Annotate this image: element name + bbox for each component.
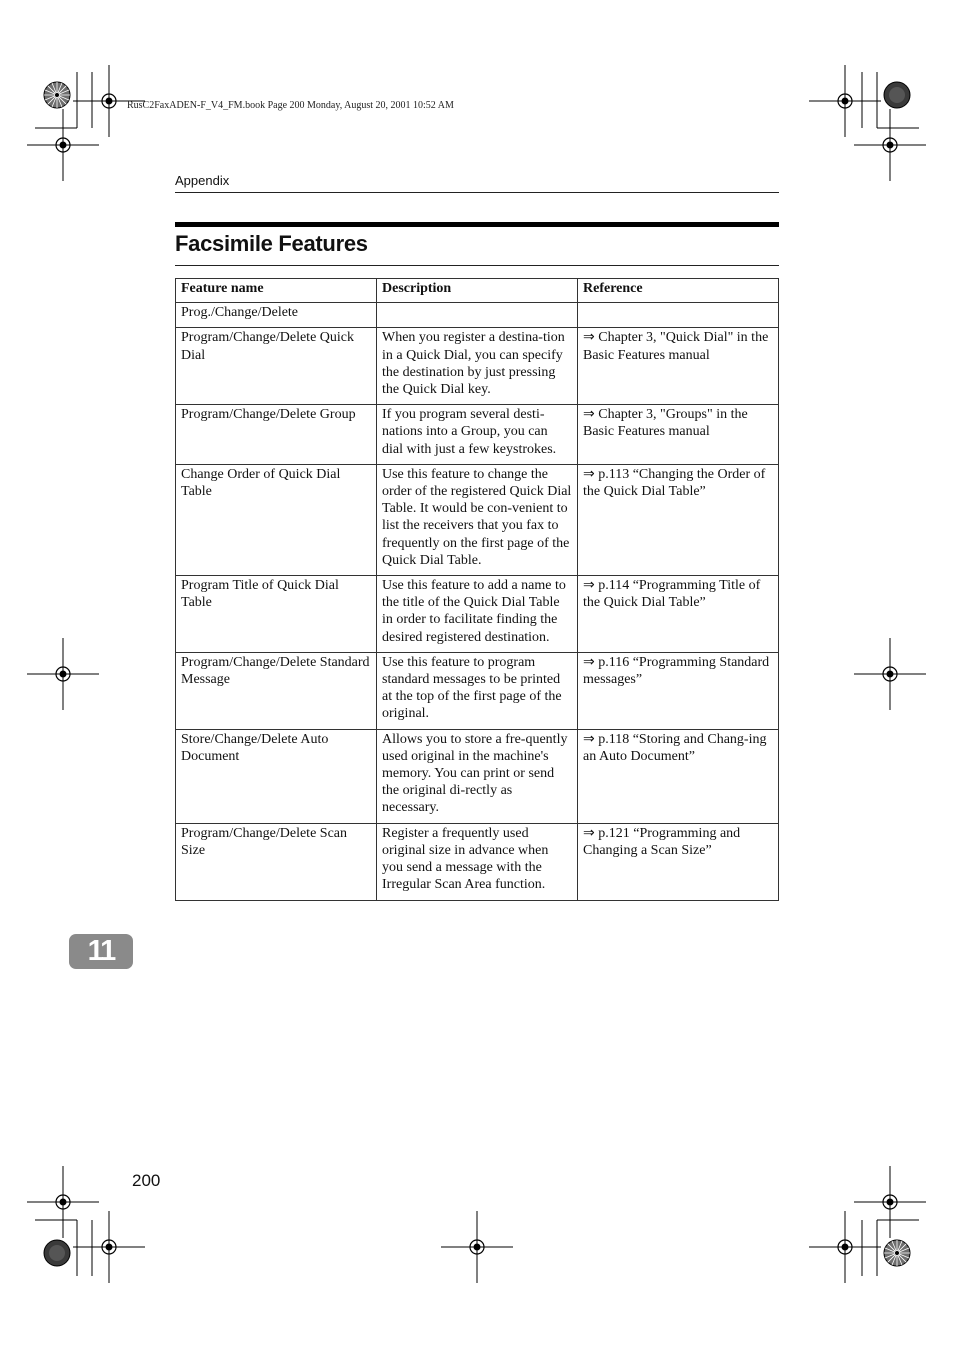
table-row [176, 328, 779, 405]
reference-cell: ⇒ Chapter 3, "Groups" in the Basic Features manual [578, 405, 779, 465]
registration-mark-bottom-left-1 [27, 1166, 99, 1238]
feature-name-cell: Program/Change/Delete Quick Dial [176, 328, 377, 405]
header-rule [175, 192, 779, 193]
solid-circle-top-right [884, 82, 910, 108]
page-title: Facsimile Features [175, 231, 368, 256]
feature-name-cell: Program/Change/Delete Group [176, 405, 377, 465]
reference-cell: ⇒ p.113 “Changing the Order of the Quick Dial Table” [578, 464, 779, 575]
description-cell: When you register a destina-tion in a Quick Dial, you can specify the destination by just pressing the Quick Dial key. [377, 328, 578, 405]
features-table [175, 278, 779, 901]
column-header-feature-name: Feature name [176, 279, 377, 303]
description-cell: Use this feature to change the order of the registered Quick Dial Table. It would be con-venient to list the receivers that you fax to frequently on the first page of the Quick Dial Table. [377, 464, 578, 575]
registration-mark-top-left-2 [27, 109, 99, 181]
feature-name-cell: Program/Change/Delete Standard Message [176, 652, 377, 729]
description-cell: Use this feature to add a name to the title of the Quick Dial Table in order to facilitate finding the desired registered destination. [377, 576, 578, 653]
description-cell: If you program several desti-nations into a Group, you can dial with just a few keystrokes. [377, 405, 578, 465]
solid-circle-bottom-left [44, 1240, 70, 1266]
table-row [176, 464, 779, 575]
registration-mark-bottom-center [441, 1211, 513, 1283]
registration-mark-bottom-right-1 [854, 1166, 926, 1238]
reference-cell: ⇒ p.121 “Programming and Changing a Scan Size” [578, 823, 779, 900]
chapter-tab: 11 [69, 934, 133, 969]
table-row [176, 729, 779, 823]
registration-mark-mid-right [854, 638, 926, 710]
table-row [176, 652, 779, 729]
description-cell: Use this feature to program standard messages to be printed at the top of the first page of the original. [377, 652, 578, 729]
description-cell: Register a frequently used original size in advance when you send a message with the Irregular Scan Area function. [377, 823, 578, 900]
feature-name-cell: Program Title of Quick Dial Table [176, 576, 377, 653]
reference-cell: ⇒ Chapter 3, "Quick Dial" in the Basic Features manual [578, 328, 779, 405]
reference-cell: ⇒ p.116 “Programming Standard messages” [578, 652, 779, 729]
running-head: Appendix [175, 173, 230, 188]
feature-name-cell: Program/Change/Delete Scan Size [176, 823, 377, 900]
table-row [176, 303, 779, 328]
starburst-top-left [44, 82, 70, 108]
print-info-line: RusC2FaxADEN-F_V4_FM.book Page 200 Monday, August 20, 2001 10:52 AM [127, 100, 454, 111]
feature-name-cell: Change Order of Quick Dial Table [176, 464, 377, 575]
reference-cell: ⇒ p.118 “Storing and Chang-ing an Auto Document” [578, 729, 779, 823]
table-row [176, 576, 779, 653]
reference-cell [578, 303, 779, 328]
reference-cell: ⇒ p.114 “Programming Title of the Quick Dial Table” [578, 576, 779, 653]
description-cell: Allows you to store a fre-quently used original in the machine's memory. You can print or send the original di-rectly as necessary. [377, 729, 578, 823]
registration-mark-mid-left [27, 638, 99, 710]
registration-mark-top-right-2 [854, 109, 926, 181]
table-row [176, 823, 779, 900]
feature-name-cell: Prog./Change/Delete [176, 303, 377, 328]
title-bar [175, 222, 779, 227]
registration-mark-bottom-right-2 [809, 1211, 881, 1283]
table-row [176, 405, 779, 465]
page-number: 200 [132, 1171, 161, 1190]
column-header-reference: Reference [578, 279, 779, 303]
column-header-description: Description [377, 279, 578, 303]
title-rule [175, 265, 779, 266]
description-cell [377, 303, 578, 328]
feature-name-cell: Store/Change/Delete Auto Document [176, 729, 377, 823]
table-header-row [176, 279, 779, 303]
registration-mark-bottom-left-2 [73, 1211, 145, 1283]
starburst-bottom-right [884, 1240, 910, 1266]
registration-mark-top-right-1 [809, 65, 881, 137]
